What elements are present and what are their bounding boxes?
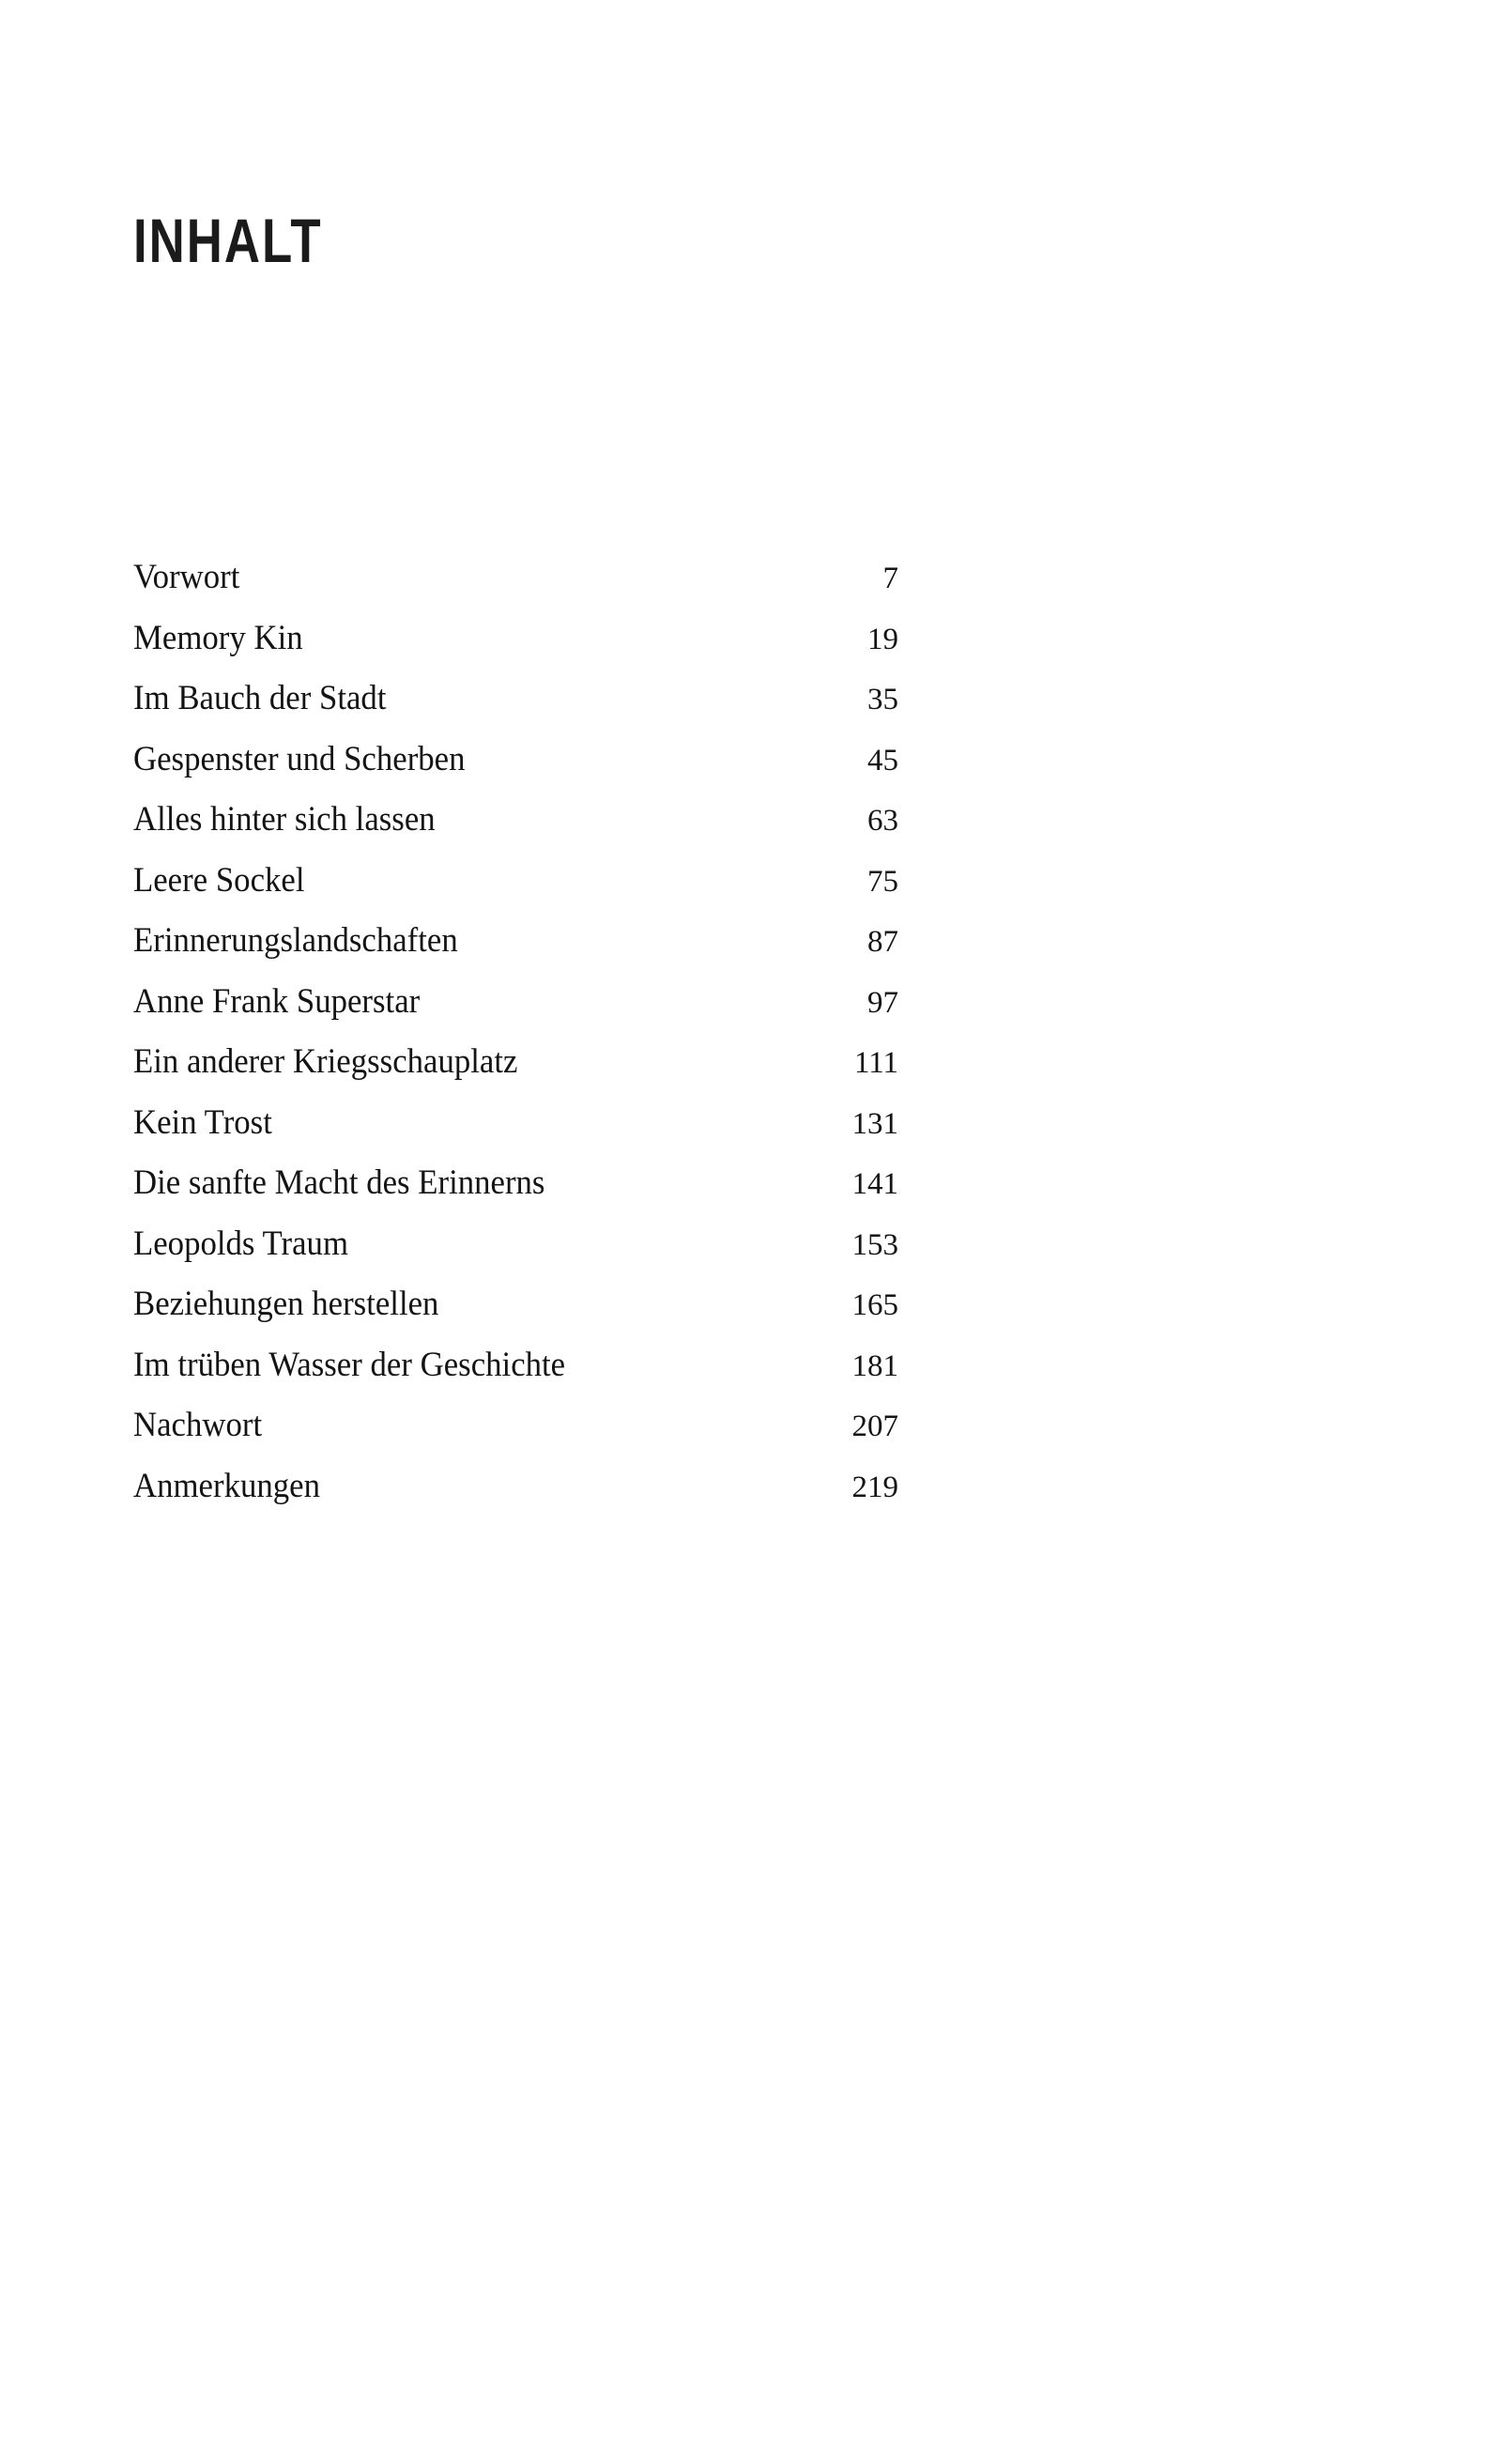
toc-entry-label: Beziehungen herstellen — [133, 1285, 439, 1323]
toc-entry[interactable] — [133, 669, 898, 730]
toc-entry-label: Im Bauch der Stadt — [133, 679, 387, 717]
toc-entry-label: Leere Sockel — [133, 860, 305, 900]
toc-entry[interactable] — [133, 608, 898, 670]
toc-entry-page-number: 181 — [851, 1348, 898, 1383]
toc-entry-page-number: 153 — [851, 1227, 898, 1262]
toc-entry[interactable] — [133, 1395, 898, 1456]
table-of-contents-list — [133, 547, 898, 1517]
toc-entry-page-number: 219 — [851, 1470, 898, 1504]
toc-entry-label: Memory Kin — [133, 618, 303, 657]
toc-entry-page-number: 45 — [867, 743, 898, 778]
page-title: INHALT — [133, 206, 323, 275]
toc-entry[interactable] — [133, 1335, 898, 1396]
toc-entry-page-number: 207 — [851, 1409, 898, 1443]
toc-entry-page-number: 87 — [867, 925, 898, 959]
toc-entry-page-number: 141 — [851, 1167, 898, 1201]
toc-entry-page-number: 75 — [867, 864, 898, 899]
toc-entry-label: Im trüben Wasser der Geschichte — [133, 1345, 566, 1384]
toc-entry[interactable] — [133, 1153, 898, 1214]
toc-entry-label: Gespenster und Scherben — [133, 739, 466, 778]
toc-entry[interactable] — [133, 1214, 898, 1275]
toc-entry-page-number: 131 — [851, 1106, 898, 1141]
toc-entry-label: Die sanfte Macht des Erinnerns — [133, 1163, 545, 1202]
toc-entry-label: Alles hinter sich lassen — [133, 800, 436, 839]
toc-entry-label: Nachwort — [133, 1406, 263, 1444]
toc-entry[interactable] — [133, 790, 898, 851]
toc-entry[interactable] — [133, 1093, 898, 1154]
toc-entry[interactable] — [133, 730, 898, 791]
toc-entry-label: Kein Trost — [133, 1102, 272, 1142]
toc-entry-page-number: 35 — [867, 683, 898, 716]
toc-entry-page-number: 97 — [867, 985, 898, 1020]
toc-entry-label: Anne Frank Superstar — [133, 981, 421, 1021]
toc-entry[interactable] — [133, 911, 898, 972]
toc-entry[interactable] — [133, 851, 898, 912]
toc-entry-label: Vorwort — [133, 558, 240, 596]
toc-entry-page-number: 111 — [853, 1046, 898, 1080]
toc-entry[interactable] — [133, 972, 898, 1033]
toc-entry-label: Ein anderer Kriegsschauplatz — [133, 1042, 518, 1081]
toc-entry[interactable] — [133, 1032, 898, 1093]
toc-entry[interactable] — [133, 1456, 898, 1517]
toc-entry-page-number: 165 — [851, 1288, 898, 1322]
toc-entry[interactable] — [133, 1274, 898, 1335]
toc-entry-label: Erinnerungslandschaften — [133, 921, 458, 960]
toc-entry[interactable] — [133, 547, 898, 608]
toc-entry-page-number: 63 — [867, 804, 898, 838]
toc-entry-page-number: 19 — [867, 622, 898, 656]
toc-entry-page-number: 7 — [882, 562, 898, 595]
toc-entry-label: Leopolds Traum — [133, 1224, 348, 1263]
toc-entry-label: Anmerkungen — [133, 1466, 320, 1505]
